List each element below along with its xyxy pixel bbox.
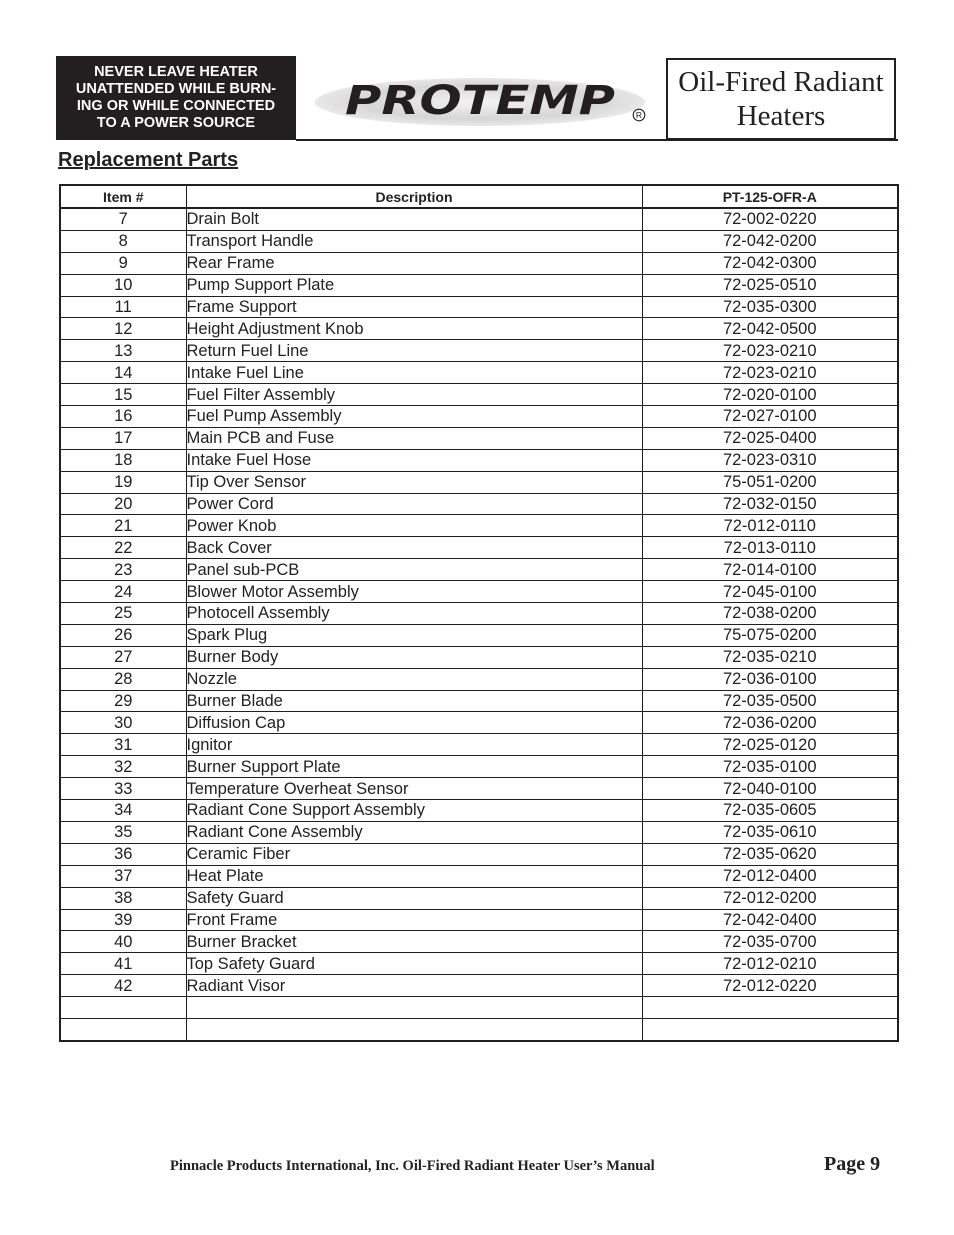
description-cell: Tip Over Sensor	[186, 471, 642, 493]
description-cell: Temperature Overheat Sensor	[186, 778, 642, 800]
part-number-cell	[642, 1018, 898, 1040]
item-number-cell: 28	[60, 668, 186, 690]
description-cell: Front Frame	[186, 909, 642, 931]
item-number-cell: 16	[60, 406, 186, 428]
item-number-cell: 34	[60, 800, 186, 822]
table-row	[60, 493, 898, 515]
warning-line: NEVER LEAVE HEATER	[94, 64, 258, 80]
item-number-cell: 8	[60, 230, 186, 252]
table-row	[60, 756, 898, 778]
title-line-2: Heaters	[736, 100, 826, 132]
description-cell: Main PCB and Fuse	[186, 427, 642, 449]
logo-text: PROTEMP	[345, 78, 615, 124]
part-number-cell	[642, 997, 898, 1019]
description-cell: Power Knob	[186, 515, 642, 537]
column-header-item: Item #	[60, 185, 186, 208]
registered-mark	[632, 108, 646, 122]
description-cell: Panel sub-PCB	[186, 559, 642, 581]
table-row	[60, 603, 898, 625]
table-row	[60, 537, 898, 559]
header-divider	[296, 139, 898, 141]
part-number-cell: 72-035-0605	[642, 800, 898, 822]
item-number-cell: 23	[60, 559, 186, 581]
table-row	[60, 340, 898, 362]
replacement-parts-table	[59, 184, 899, 1042]
part-number-cell: 72-020-0100	[642, 384, 898, 406]
part-number-cell: 72-042-0400	[642, 909, 898, 931]
table-row	[60, 953, 898, 975]
part-number-cell: 72-042-0200	[642, 230, 898, 252]
part-number-cell: 72-025-0400	[642, 427, 898, 449]
description-cell: Burner Blade	[186, 690, 642, 712]
table-row	[60, 931, 898, 953]
item-number-cell: 30	[60, 712, 186, 734]
item-number-cell: 36	[60, 843, 186, 865]
description-cell: Radiant Visor	[186, 975, 642, 997]
part-number-cell: 72-012-0210	[642, 953, 898, 975]
table-row	[60, 362, 898, 384]
item-number-cell: 12	[60, 318, 186, 340]
description-cell: Nozzle	[186, 668, 642, 690]
description-cell: Blower Motor Assembly	[186, 581, 642, 603]
item-number-cell: 9	[60, 252, 186, 274]
item-number-cell: 32	[60, 756, 186, 778]
part-number-cell: 72-023-0210	[642, 362, 898, 384]
description-cell	[186, 997, 642, 1019]
description-cell: Return Fuel Line	[186, 340, 642, 362]
description-cell: Burner Body	[186, 646, 642, 668]
table-row	[60, 975, 898, 997]
item-number-cell: 41	[60, 953, 186, 975]
table-row	[60, 1018, 898, 1040]
protemp-logo	[312, 74, 648, 128]
description-cell: Ceramic Fiber	[186, 843, 642, 865]
part-number-cell: 72-036-0200	[642, 712, 898, 734]
description-cell: Back Cover	[186, 537, 642, 559]
part-number-cell: 75-051-0200	[642, 471, 898, 493]
description-cell: Safety Guard	[186, 887, 642, 909]
item-number-cell: 14	[60, 362, 186, 384]
item-number-cell: 25	[60, 603, 186, 625]
table-row	[60, 997, 898, 1019]
section-title: Replacement Parts	[58, 149, 239, 171]
footer-text: Pinnacle Products International, Inc. Oil-Fired Radiant Heater User’s Manual	[170, 1158, 655, 1174]
part-number-cell: 72-035-0610	[642, 821, 898, 843]
table-row	[60, 690, 898, 712]
description-cell	[186, 1018, 642, 1040]
table-body	[60, 208, 898, 1041]
item-number-cell: 27	[60, 646, 186, 668]
description-cell: Frame Support	[186, 296, 642, 318]
description-cell: Burner Support Plate	[186, 756, 642, 778]
item-number-cell: 10	[60, 274, 186, 296]
table-row	[60, 800, 898, 822]
description-cell: Pump Support Plate	[186, 274, 642, 296]
item-number-cell: 26	[60, 624, 186, 646]
table-row	[60, 865, 898, 887]
table-row	[60, 778, 898, 800]
table-row	[60, 296, 898, 318]
description-cell: Rear Frame	[186, 252, 642, 274]
table-row	[60, 909, 898, 931]
part-number-cell: 72-035-0210	[642, 646, 898, 668]
description-cell: Top Safety Guard	[186, 953, 642, 975]
table-row	[60, 318, 898, 340]
table-row	[60, 230, 898, 252]
table-row	[60, 208, 898, 230]
description-cell: Drain Bolt	[186, 208, 642, 230]
description-cell: Transport Handle	[186, 230, 642, 252]
part-number-cell: 72-040-0100	[642, 778, 898, 800]
part-number-cell: 75-075-0200	[642, 624, 898, 646]
table-row	[60, 712, 898, 734]
item-number-cell: 39	[60, 909, 186, 931]
column-header-part-number: PT-125-OFR-A	[642, 185, 898, 208]
item-number-cell: 35	[60, 821, 186, 843]
table-row	[60, 734, 898, 756]
part-number-cell: 72-035-0700	[642, 931, 898, 953]
part-number-cell: 72-013-0110	[642, 537, 898, 559]
item-number-cell: 40	[60, 931, 186, 953]
item-number-cell: 19	[60, 471, 186, 493]
warning-line: UNATTENDED WHILE BURN-	[75, 81, 277, 97]
part-number-cell: 72-035-0620	[642, 843, 898, 865]
item-number-cell: 38	[60, 887, 186, 909]
item-number-cell: 37	[60, 865, 186, 887]
part-number-cell: 72-002-0220	[642, 208, 898, 230]
part-number-cell: 72-014-0100	[642, 559, 898, 581]
description-cell: Diffusion Cap	[186, 712, 642, 734]
table-row	[60, 427, 898, 449]
description-cell: Photocell Assembly	[186, 603, 642, 625]
item-number-cell: 24	[60, 581, 186, 603]
item-number-cell: 31	[60, 734, 186, 756]
description-cell: Spark Plug	[186, 624, 642, 646]
item-number-cell: 13	[60, 340, 186, 362]
item-number-cell: 22	[60, 537, 186, 559]
description-cell: Height Adjustment Knob	[186, 318, 642, 340]
table-row	[60, 406, 898, 428]
item-number-cell: 7	[60, 208, 186, 230]
item-number-cell: 33	[60, 778, 186, 800]
description-cell: Fuel Pump Assembly	[186, 406, 642, 428]
svg-text:R: R	[635, 110, 643, 121]
table-row	[60, 668, 898, 690]
part-number-cell: 72-042-0300	[642, 252, 898, 274]
part-number-cell: 72-023-0210	[642, 340, 898, 362]
item-number-cell: 18	[60, 449, 186, 471]
part-number-cell: 72-036-0100	[642, 668, 898, 690]
part-number-cell: 72-035-0100	[642, 756, 898, 778]
part-number-cell: 72-035-0500	[642, 690, 898, 712]
table-row	[60, 471, 898, 493]
warning-line: ING OR WHILE CONNECTED	[76, 98, 276, 114]
table-row	[60, 887, 898, 909]
warning-box	[56, 56, 296, 140]
part-number-cell: 72-027-0100	[642, 406, 898, 428]
item-number-cell	[60, 997, 186, 1019]
description-cell: Ignitor	[186, 734, 642, 756]
table-row	[60, 646, 898, 668]
description-cell: Power Cord	[186, 493, 642, 515]
item-number-cell: 20	[60, 493, 186, 515]
page-number: Page 9	[824, 1153, 881, 1175]
part-number-cell: 72-012-0220	[642, 975, 898, 997]
part-number-cell: 72-045-0100	[642, 581, 898, 603]
part-number-cell: 72-038-0200	[642, 603, 898, 625]
description-cell: Intake Fuel Line	[186, 362, 642, 384]
part-number-cell: 72-025-0510	[642, 274, 898, 296]
description-cell: Radiant Cone Assembly	[186, 821, 642, 843]
table-row	[60, 624, 898, 646]
table-row	[60, 515, 898, 537]
table-row	[60, 384, 898, 406]
table-row	[60, 559, 898, 581]
column-header-description: Description	[186, 185, 642, 208]
title-line-1: Oil-Fired Radiant	[678, 66, 884, 98]
item-number-cell: 15	[60, 384, 186, 406]
table-row	[60, 449, 898, 471]
item-number-cell: 29	[60, 690, 186, 712]
part-number-cell: 72-035-0300	[642, 296, 898, 318]
table-row	[60, 274, 898, 296]
description-cell: Fuel Filter Assembly	[186, 384, 642, 406]
item-number-cell	[60, 1018, 186, 1040]
description-cell: Burner Bracket	[186, 931, 642, 953]
description-cell: Intake Fuel Hose	[186, 449, 642, 471]
description-cell: Radiant Cone Support Assembly	[186, 800, 642, 822]
part-number-cell: 72-012-0200	[642, 887, 898, 909]
item-number-cell: 21	[60, 515, 186, 537]
table-row	[60, 252, 898, 274]
warning-line: TO A POWER SOURCE	[96, 115, 256, 131]
description-cell: Heat Plate	[186, 865, 642, 887]
item-number-cell: 42	[60, 975, 186, 997]
table-row	[60, 581, 898, 603]
item-number-cell: 17	[60, 427, 186, 449]
item-number-cell: 11	[60, 296, 186, 318]
part-number-cell: 72-023-0310	[642, 449, 898, 471]
table-header-row	[60, 185, 898, 208]
part-number-cell: 72-012-0400	[642, 865, 898, 887]
table-row	[60, 821, 898, 843]
document-title	[666, 58, 896, 140]
table-row	[60, 843, 898, 865]
part-number-cell: 72-042-0500	[642, 318, 898, 340]
part-number-cell: 72-012-0110	[642, 515, 898, 537]
part-number-cell: 72-032-0150	[642, 493, 898, 515]
part-number-cell: 72-025-0120	[642, 734, 898, 756]
